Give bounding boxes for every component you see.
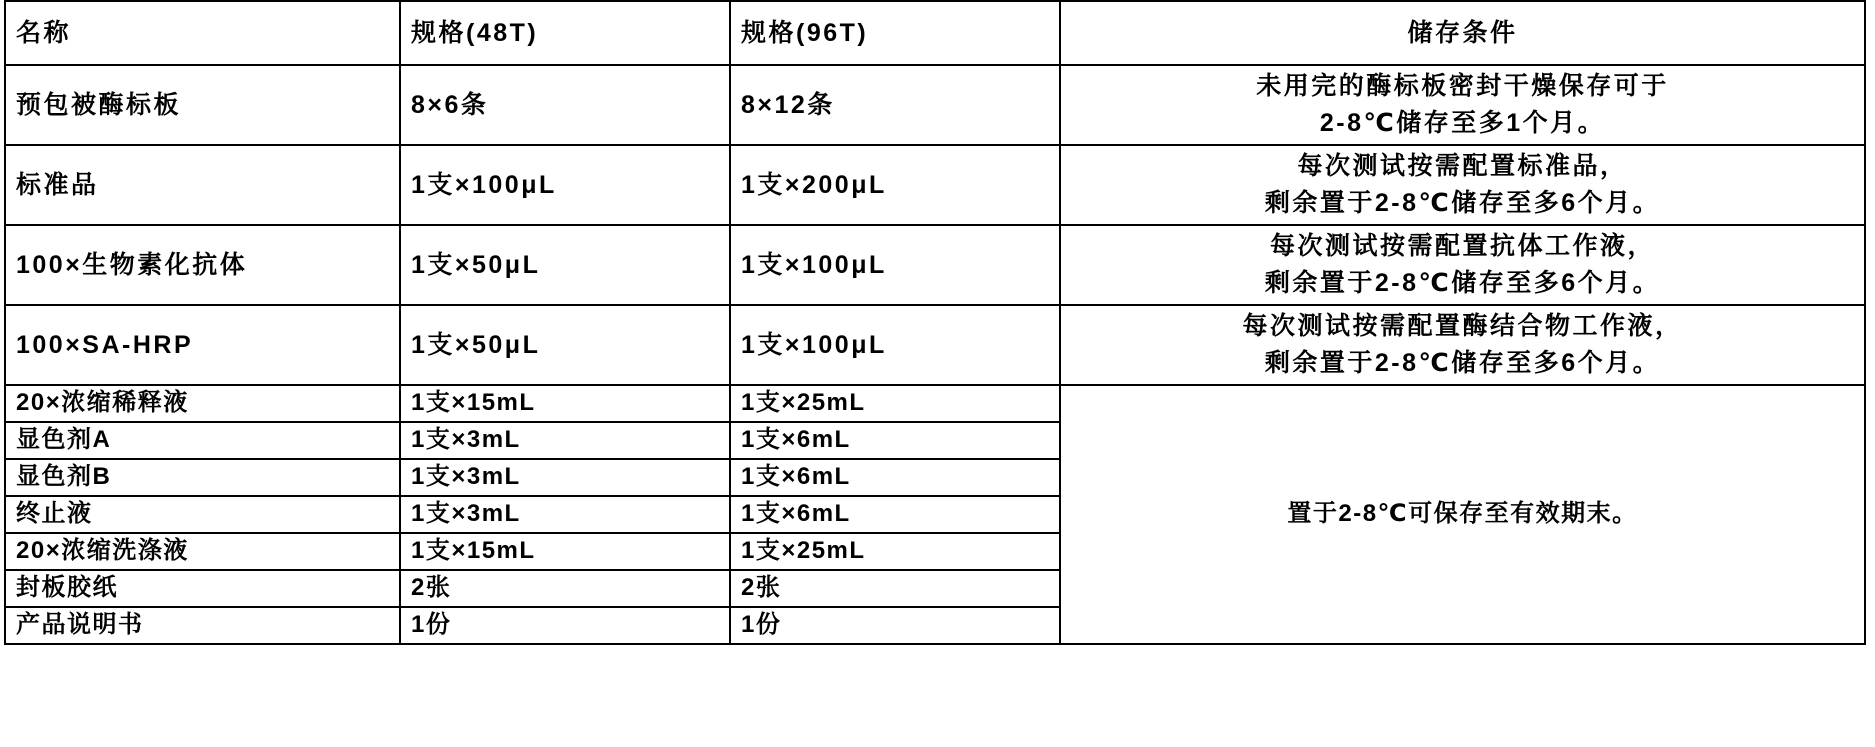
storage-line-1: 未用完的酶标板密封干燥保存可于: [1256, 71, 1669, 100]
cell-spec-48t: 2张: [400, 570, 730, 607]
cell-name: 显色剂B: [5, 459, 400, 496]
cell-spec-96t: 1支×25mL: [730, 385, 1060, 422]
cell-spec-96t: 1支×100μL: [730, 305, 1060, 385]
cell-spec-96t: 1份: [730, 607, 1060, 644]
cell-storage: [1060, 65, 1865, 145]
cell-spec-96t: 1支×100μL: [730, 225, 1060, 305]
cell-spec-48t: 1支×100μL: [400, 145, 730, 225]
cell-spec-96t: 1支×6mL: [730, 496, 1060, 533]
cell-name: 显色剂A: [5, 422, 400, 459]
cell-name: 标准品: [5, 145, 400, 225]
column-header-name: 名称: [5, 1, 400, 65]
cell-spec-96t: 8×12条: [730, 65, 1060, 145]
storage-line-2: 剩余置于2-8℃储存至多6个月。: [1264, 349, 1661, 377]
cell-spec-48t: 8×6条: [400, 65, 730, 145]
cell-spec-48t: 1支×3mL: [400, 459, 730, 496]
storage-line-2: 剩余置于2-8℃储存至多6个月。: [1264, 269, 1661, 297]
cell-name: 20×浓缩稀释液: [5, 385, 400, 422]
cell-name: 终止液: [5, 496, 400, 533]
cell-spec-48t: 1份: [400, 607, 730, 644]
column-header-storage: 储存条件: [1060, 1, 1865, 65]
cell-spec-96t: 1支×6mL: [730, 422, 1060, 459]
cell-storage: [1060, 145, 1865, 225]
cell-spec-48t: 1支×50μL: [400, 225, 730, 305]
table-row: [5, 65, 1865, 145]
cell-spec-48t: 1支×15mL: [400, 533, 730, 570]
cell-spec-48t: 1支×15mL: [400, 385, 730, 422]
table-body: [5, 65, 1865, 644]
cell-name: 100×生物素化抗体: [5, 225, 400, 305]
cell-name: 产品说明书: [5, 607, 400, 644]
cell-spec-96t: 1支×6mL: [730, 459, 1060, 496]
storage-line-1: 每次测试按需配置酶结合物工作液，: [1242, 311, 1683, 340]
table-row: [5, 385, 1865, 422]
storage-line-2: 剩余置于2-8℃储存至多6个月。: [1264, 189, 1661, 217]
storage-line-1: 每次测试按需配置标准品，: [1297, 151, 1628, 180]
cell-spec-96t: 1支×25mL: [730, 533, 1060, 570]
cell-name: 20×浓缩洗涤液: [5, 533, 400, 570]
cell-name: 100×SA-HRP: [5, 305, 400, 385]
cell-storage: [1060, 305, 1865, 385]
cell-spec-96t: 1支×200μL: [730, 145, 1060, 225]
cell-spec-96t: 2张: [730, 570, 1060, 607]
table-header-row: [5, 1, 1865, 65]
table-row: [5, 145, 1865, 225]
table-row: [5, 305, 1865, 385]
storage-line-1: 每次测试按需配置抗体工作液，: [1269, 231, 1655, 260]
cell-spec-48t: 1支×3mL: [400, 496, 730, 533]
kit-components-table: [4, 0, 1866, 645]
cell-spec-48t: 1支×50μL: [400, 305, 730, 385]
storage-line-2: 2-8℃储存至多1个月。: [1319, 109, 1606, 137]
cell-storage: [1060, 225, 1865, 305]
cell-spec-48t: 1支×3mL: [400, 422, 730, 459]
cell-storage-bottom: 置于2-8℃可保存至有效期末。: [1060, 385, 1865, 644]
column-header-spec-48t: 规格(48T): [400, 1, 730, 65]
column-header-spec-96t: 规格(96T): [730, 1, 1060, 65]
cell-name: 预包被酶标板: [5, 65, 400, 145]
cell-name: 封板胶纸: [5, 570, 400, 607]
table-row: [5, 225, 1865, 305]
table-header: [5, 1, 1865, 65]
